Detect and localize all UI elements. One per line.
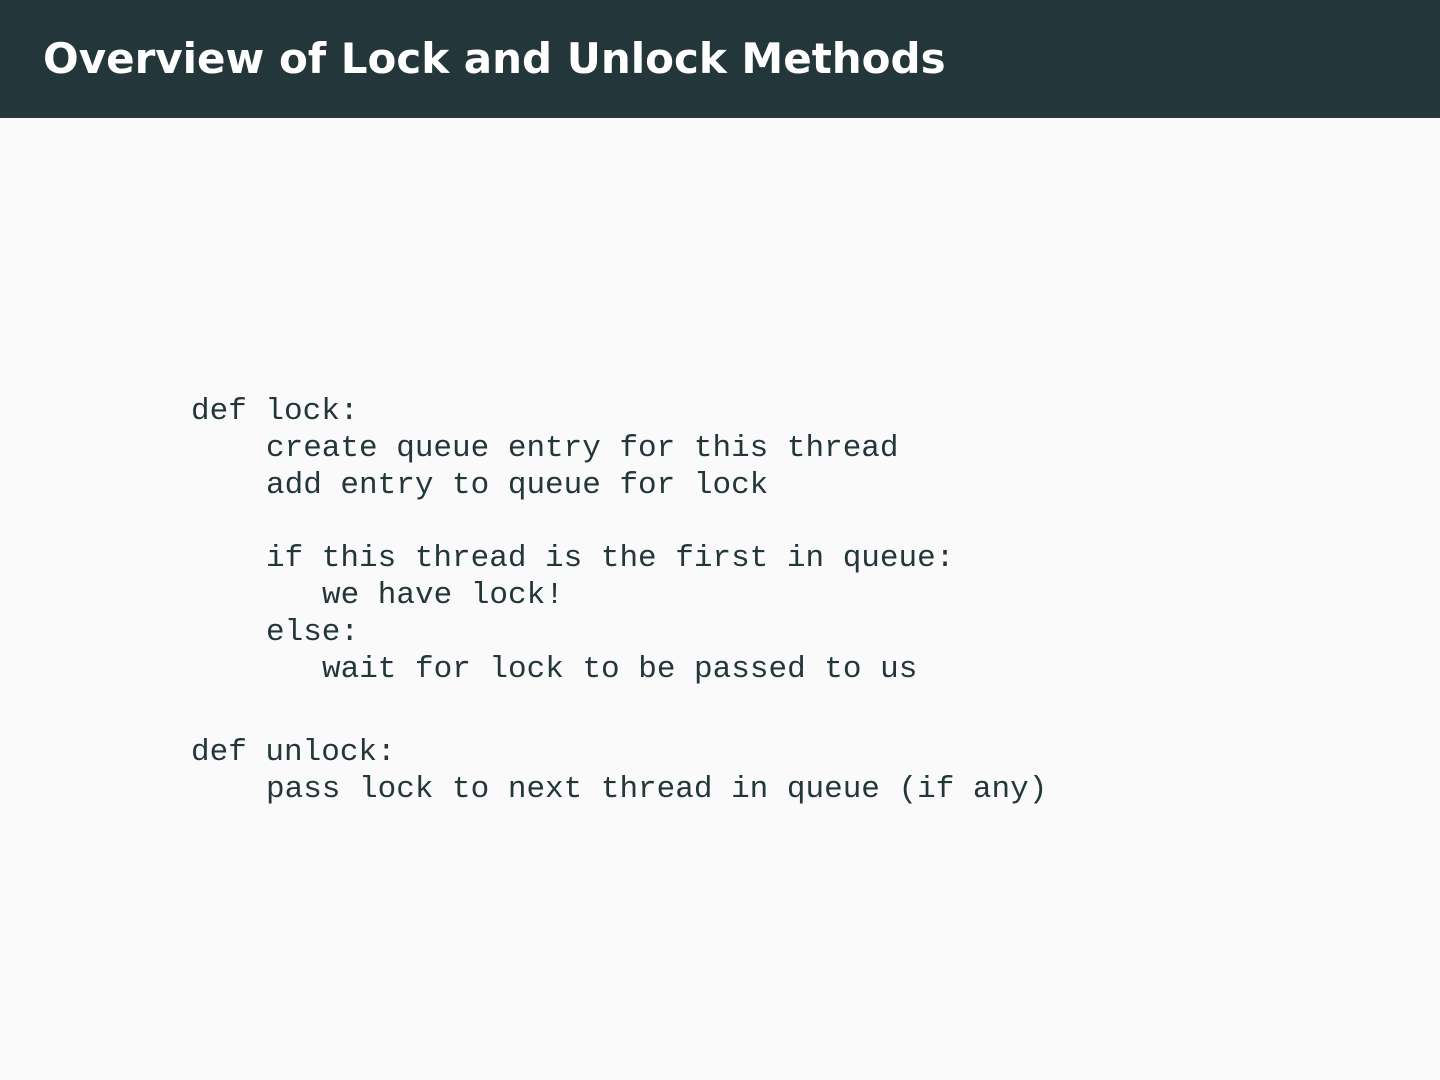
slide-title: Overview of Lock and Unlock Methods (43, 34, 946, 83)
lock-if-first-line: if this thread is the first in queue: (266, 541, 955, 576)
lock-add-entry-line: add entry to queue for lock (266, 468, 769, 503)
lock-create-entry-line: create queue entry for this thread (266, 431, 899, 466)
unlock-signature: def unlock: (191, 735, 396, 770)
lock-have-lock-line: we have lock! (322, 578, 564, 613)
pseudocode-block (191, 0, 1291, 1080)
lock-else-line: else: (266, 615, 360, 650)
unlock-pass-lock-line: pass lock to next thread in queue (if any) (266, 772, 1048, 807)
lock-wait-line: wait for lock to be passed to us (322, 652, 918, 687)
lock-signature: def lock: (191, 394, 359, 429)
